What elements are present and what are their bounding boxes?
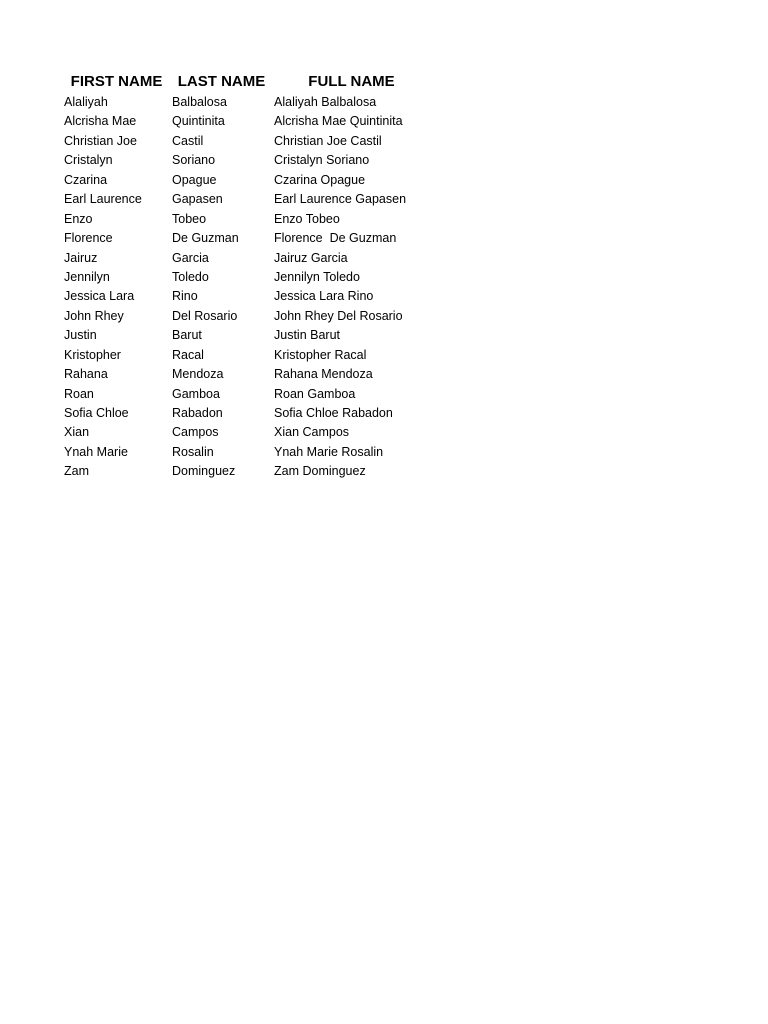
cell-full-name: Kristopher Racal xyxy=(274,347,367,362)
cell-last-name: De Guzman xyxy=(172,231,239,246)
cell-full-name: Alcrisha Mae Quintinita xyxy=(274,114,403,129)
cell-first-name: Earl Laurence xyxy=(64,192,142,207)
cell-last-name: Tobeo xyxy=(172,211,207,226)
cell-full-name: Jairuz Garcia xyxy=(274,250,348,265)
cell-last-name: Gapasen xyxy=(172,192,223,207)
cell-first-name: Sofia Chloe xyxy=(64,406,129,420)
cell-first-name: Enzo xyxy=(64,211,93,226)
cell-first-name: Alaliyah xyxy=(64,95,108,109)
cell-full-name: Xian Campos xyxy=(274,425,350,440)
cell-full-name: Rahana Mendoza xyxy=(274,367,373,382)
cell-full-name: John Rhey Del Rosario xyxy=(274,308,403,323)
cell-last-name: Opague xyxy=(172,172,217,187)
cell-full-name: Jennilyn Toledo xyxy=(274,269,360,284)
cell-first-name: Jairuz xyxy=(64,250,98,265)
cell-last-name: Dominguez xyxy=(172,464,236,479)
cell-full-name: Christian Joe Castil xyxy=(274,133,382,148)
cell-full-name: Cristalyn Soriano xyxy=(274,153,370,168)
cell-first-name: Rahana xyxy=(64,367,108,382)
header-last-name: LAST NAME xyxy=(177,73,266,90)
cell-last-name: Balbalosa xyxy=(172,95,227,109)
cell-first-name: Christian Joe xyxy=(64,133,137,148)
cell-last-name: Garcia xyxy=(172,250,209,265)
cell-last-name: Racal xyxy=(172,347,204,362)
cell-last-name: Gamboa xyxy=(172,386,220,401)
cell-full-name: Earl Laurence Gapasen xyxy=(274,192,407,207)
cell-full-name: Czarina Opague xyxy=(274,172,366,187)
cell-first-name: John Rhey xyxy=(64,308,124,323)
cell-full-name: Roan Gamboa xyxy=(274,386,356,401)
cell-first-name: Jennilyn xyxy=(64,269,110,284)
cell-last-name: Soriano xyxy=(172,153,216,168)
cell-first-name: Jessica Lara xyxy=(64,289,135,304)
cell-first-name: Kristopher xyxy=(64,347,121,362)
cell-first-name: Xian xyxy=(64,425,90,440)
cell-last-name: Rabadon xyxy=(172,406,223,420)
cell-last-name: Campos xyxy=(172,425,219,440)
cell-first-name: Alcrisha Mae xyxy=(64,114,137,129)
header-first-name: FIRST NAME xyxy=(70,73,163,90)
cell-first-name: Czarina xyxy=(64,172,108,187)
cell-last-name: Castil xyxy=(172,133,204,148)
cell-full-name: Enzo Tobeo xyxy=(274,211,340,226)
cell-last-name: Rosalin xyxy=(172,444,214,459)
cell-first-name: Zam xyxy=(64,464,89,479)
cell-first-name: Florence xyxy=(64,231,113,246)
cell-full-name: Florence De Guzman xyxy=(274,231,397,246)
cell-full-name: Ynah Marie Rosalin xyxy=(274,444,384,459)
header-full-name: FULL NAME xyxy=(308,73,395,90)
cell-full-name: Zam Dominguez xyxy=(274,464,366,479)
cell-last-name: Mendoza xyxy=(172,367,224,382)
cell-first-name: Cristalyn xyxy=(64,153,113,168)
cell-first-name: Roan xyxy=(64,386,94,401)
cell-first-name: Justin xyxy=(64,328,97,343)
cell-full-name: Sofia Chloe Rabadon xyxy=(274,406,393,420)
cell-last-name: Rino xyxy=(172,289,198,304)
cell-last-name: Del Rosario xyxy=(172,308,238,323)
cell-full-name: Alaliyah Balbalosa xyxy=(274,95,377,109)
cell-last-name: Barut xyxy=(172,328,202,343)
cell-last-name: Toledo xyxy=(172,269,209,284)
cell-full-name: Justin Barut xyxy=(274,328,341,343)
cell-full-name: Jessica Lara Rino xyxy=(274,289,374,304)
cell-first-name: Ynah Marie xyxy=(64,444,128,459)
cell-last-name: Quintinita xyxy=(172,114,225,129)
